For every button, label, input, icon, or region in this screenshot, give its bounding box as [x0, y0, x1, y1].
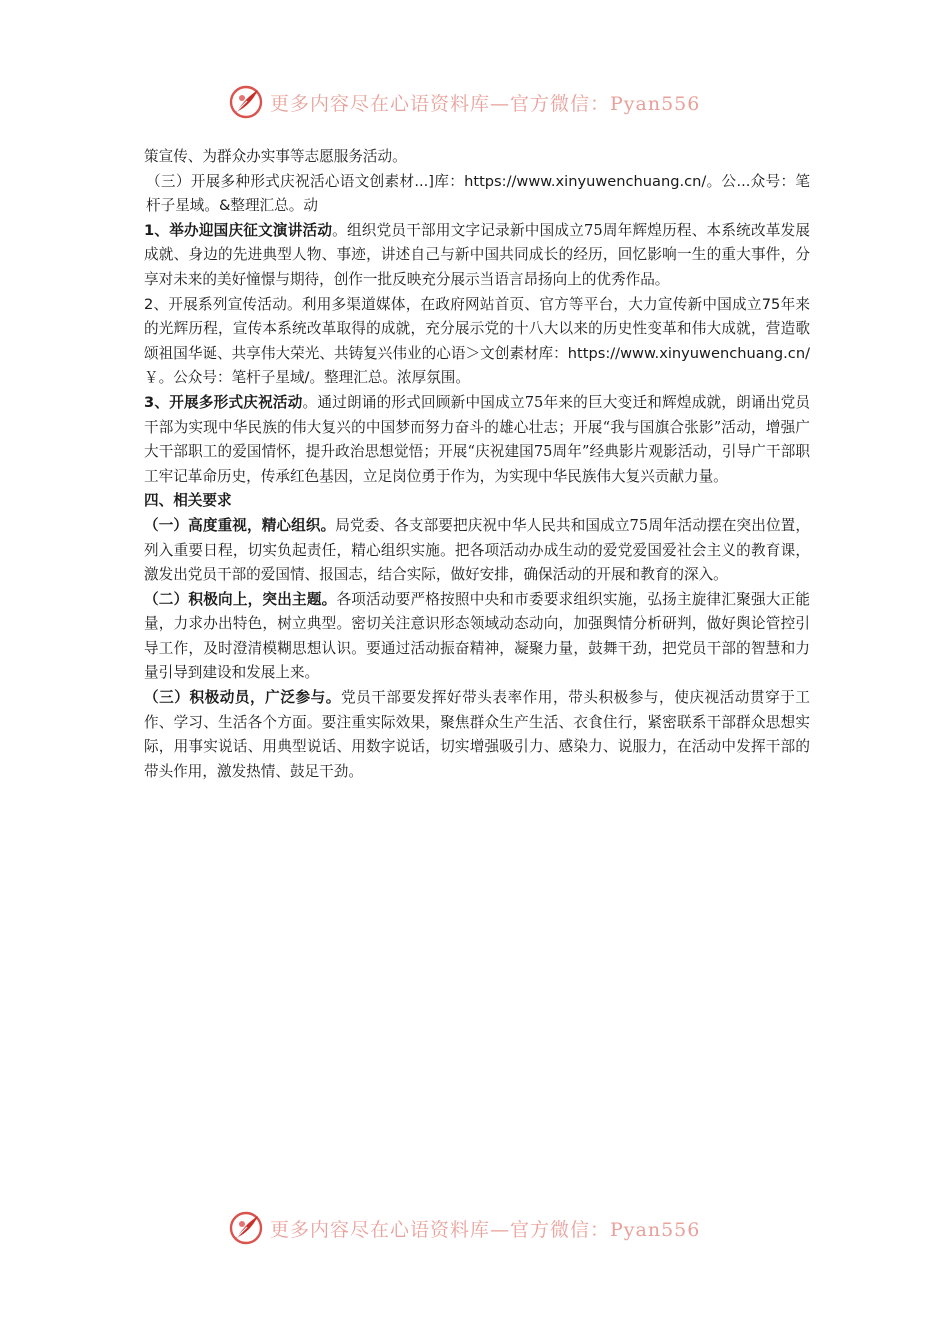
item-heading: （三）积极动员，广泛参与。 — [144, 689, 341, 707]
paragraph: 1、举办迎国庆征文演讲活动。组织党员干部用文字记录新中国成立75周年辉煌历程、本系统改革发展成就、身边的先进典型人物、事迹，讲述自己与新中国共同成长的经历，回忆影响一生的重大事件，分享对未来的美好憧憬与期待，创作一批反映充分展示当语言昂扬向上的优秀作品。 — [144, 221, 811, 288]
paragraph: 3、开展多形式庆祝活动。通过朗诵的形式回顾新中国成立75年来的巨大变迁和辉煌成就，朗诵出党员干部为实现中华民族的伟大复兴的中国梦而努力奋斗的雄心壮志；开展“我与国旗合张影”活动，增强广大干部职工的爱国情怀，提升政治思想觉悟；开展“庆祝建国75周年”经典影片观影活动，引导广干部职工牢记革命历史，传承红色基因，立足岗位勇于作为，为实现中华民族伟大复兴贡献力量。 — [144, 393, 810, 485]
header-watermark-banner — [228, 82, 748, 122]
item-heading: 3、开展多形式庆祝活动 — [144, 393, 303, 411]
paragraph: 策宣传、为群众办实事等志愿服务活动。 — [144, 148, 407, 165]
paragraph: （三）积极动员，广泛参与。党员干部要发挥好带头表率作用，带头积极参与，使庆视活动贯穿于工作、学习、生活各个方面。要注重实际效果，聚焦群众生产生活、衣食住行，紧密联系干部群众思想实际，用事实说话、用典型说话、用数字说话，切实增强吸引力、感染力、说服力，在活动中发挥干部的带头作用，激发热情、鼓足干劲。 — [144, 689, 810, 780]
document-body — [144, 145, 810, 784]
banner-text: 更多内容尽在心语资料库—官方微信：Pyan556 — [270, 92, 701, 115]
section-heading: 四、相关要求 — [144, 492, 232, 510]
paragraph: 2、开展系列宣传活动。利用多渠道媒体，在政府网站首页、官方等平台，大力宣传新中国成立75年来的光辉历程，宣传本系统改革取得的成就，充分展示党的十八大以来的历史性变革和伟大成就，营造歌颂祖国华诞、共享伟大荣光、共铸复兴伟业的心语＞文创素材库：https://www.xinyuwenchuang.cn/￥。公众号：笔杆子星域/。整理汇总。浓厚氛围。 — [144, 295, 810, 387]
quill-logo-icon — [228, 1210, 264, 1246]
quill-logo-icon — [228, 84, 264, 120]
item-heading: （一）高度重视，精心组织。 — [144, 516, 336, 534]
item-heading: （二）积极向上，突出主题。 — [144, 590, 337, 608]
paragraph: （一）高度重视，精心组织。局党委、各支部要把庆祝中华人民共和国成立75周年活动摆在突出位置，列入重要日程，切实负起责任，精心组织实施。把各项活动办成生动的爱党爱国爱社会主义的教育课，激发出党员干部的爱国情、报国志，结合实际，做好安排，确保活动的开展和教育的深入。 — [144, 516, 810, 584]
item-heading: 1、举办迎国庆征文演讲活动 — [144, 221, 333, 239]
paragraph-mixed-heading: （三）开展多种形式庆祝活心语文创素材...]库：https://www.xinyuwenchuang.cn/。公...众号：笔杆子星域。&整理汇总。动 — [146, 172, 810, 215]
footer-watermark-banner — [228, 1208, 748, 1248]
banner-text: 更多内容尽在心语资料库—官方微信：Pyan556 — [270, 1218, 701, 1241]
paragraph: （二）积极向上，突出主题。各项活动要严格按照中央和市委要求组织实施，弘扬主旋律汇聚强大正能量，力求办出特色，树立典型。密切关注意识形态领域动态动向，加强舆情分析研判，做好舆论管控引导工作，及时澄清模糊思想认识。要通过活动振奋精神，凝聚力量，鼓舞干劲，把党员干部的智慧和力量引导到建设和发展上来。 — [144, 590, 810, 682]
